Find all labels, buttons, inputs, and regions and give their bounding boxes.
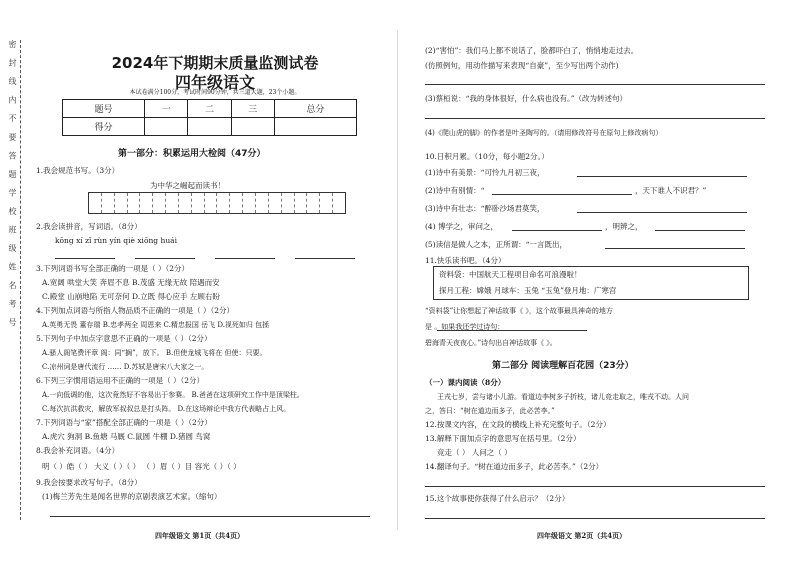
score-header-cell: 总分 [274, 100, 356, 118]
answer-line[interactable] [55, 258, 115, 259]
score-header-cell: 三 [231, 100, 274, 118]
score-table [62, 99, 357, 136]
question-line: 3.下列词语书写全部正确的一项是（ ）（2分） [36, 264, 190, 273]
poem-line: ，天下谁人不识君？” [635, 186, 707, 195]
reading-passage: 之，答曰：“树在道边而多子，此必苦李。” [425, 407, 555, 415]
poem-line: (4) 博学之，审问之， [425, 222, 499, 231]
exam-note: 本试卷满分100分，考试时间90分钟，共三道大题，23个小题。 [129, 89, 301, 96]
question-line: 9.我会按要求改写句子。（8分） [36, 478, 142, 487]
score-header-cell: 二 [188, 100, 231, 118]
answer-line[interactable] [655, 230, 745, 231]
option-line: A.宽阔 哄堂大笑 奔眉不息 B.茂盛 无缘无故 陪遇而安 [42, 278, 220, 287]
option-line: A.一向低调的他，这次竟然好不容易出于参赛。 B.爸爸在这项研究工作中是顶梁柱。 [42, 391, 304, 399]
score-cell[interactable] [188, 118, 231, 136]
answer-line[interactable] [512, 230, 602, 231]
question-line: 12.按课文内容，在文段的横线上补充完整句子。（2分） [425, 420, 611, 429]
answer-line[interactable] [425, 118, 765, 119]
exam-page-2 [397, 0, 794, 561]
score-table-header-row [63, 100, 357, 118]
answer-line[interactable] [215, 258, 275, 259]
option-line: C.殿堂 山崩地陷 无可奈何 D.立既 得心应手 左顾右盼 [42, 292, 220, 301]
score-row-label: 得分 [63, 118, 145, 136]
question-line: (仿照例句，用动作描写来表现“自豪”，至少写出两个动作) [425, 61, 619, 70]
reading-passage: 王戎七岁，尝与诸小儿游。看道边李树多子折枝，诸儿竞走取之，唯戎不动。人问 [437, 393, 689, 401]
question-line: 8.我会补充词语。（4分） [36, 446, 120, 455]
question-line: 11.快乐读书吧。（4分） [425, 256, 506, 265]
answer-line[interactable] [605, 248, 745, 249]
poem-line: (5)读信是做人之本，正所谓：“一言既出， [425, 240, 567, 249]
handwriting-sentence: 为中华之崛起而读书！ [150, 181, 225, 190]
score-header-cell: 一 [145, 100, 188, 118]
option-line: C.每次抗洪救灾，解放军叔叔总是打头阵。 D.在这场辩论中我方代表略占上风。 [42, 405, 291, 413]
binding-margin [2, 40, 28, 520]
answer-line[interactable] [577, 212, 747, 213]
page-footer: 四年级语文 第2页（共4页） [537, 531, 627, 540]
section-2-heading: 第二部分 阅读理解百花园（23分） [492, 361, 634, 371]
answer-line[interactable] [50, 516, 370, 517]
fill-line: “资料袋”让你想起了神话故事《 》，这个故事最具神奇的地方 [425, 307, 613, 315]
question-line: 7.下列词语与“家”搭配全部正确的一项是（ ）（2分） [36, 418, 212, 427]
question-line: 1.我会规范书写。（3分） [36, 166, 120, 175]
option-line: C.凉州词是唐代流行 …… D.苏轼是唐宋八大家之一。 [42, 363, 209, 371]
question-line: 15.这个故事使你获得了什么启示？（2分） [425, 494, 570, 503]
binding-text: 密 封 线 内 不 要 答 题 学 校 班 级 姓 名 考 号 [8, 40, 17, 331]
poem-line: (2)诗中有别情：“ [425, 186, 485, 195]
fill-line: 竞走（ ） 人问之（ ） [437, 448, 512, 457]
answer-line[interactable] [577, 176, 747, 177]
question-line: (1)梅兰芳先生是闻名世界的京剧表演艺术家。（缩句） [42, 492, 222, 501]
option-line: A.虎穴 狗洞 B.鱼塘 马厩 C.鼠圆 牛棚 D.猪圆 鸟窝 [42, 432, 211, 441]
option-line: A.英勇无畏 董存瑞 B.忠孝两全 周恩来 C.精忠报国 岳飞 D.视死如归 包拯 [42, 321, 270, 329]
answer-line[interactable] [295, 258, 355, 259]
answer-line[interactable] [135, 258, 195, 259]
score-table-score-row [63, 118, 357, 136]
answer-line[interactable] [425, 518, 765, 519]
poem-line: ，明辨之， [605, 222, 643, 231]
question-line: 14.翻译句子。“树在道边而多子，此必苦李。”（2分） [425, 462, 604, 471]
fill-line: 碧海青天夜夜心。”诗句出自神话故事《 》。 [425, 339, 557, 347]
poem-line: (1)诗中有美景：“可怜九月初三夜， [425, 168, 545, 177]
pinyin-line: kōng xí zǐ rùn yín qiè xiōng huái [55, 236, 178, 245]
score-cell[interactable] [145, 118, 188, 136]
option-line: A.骚人阁笔费评章 阁：同“搁”，放下。 B.但使龙城飞将在 但使：只要。 [42, 349, 267, 357]
question-line: 2.我会读拼音，写词语。（8分） [36, 222, 142, 231]
answer-line[interactable] [437, 330, 587, 331]
info-box-content: 探月工程：嫦娥 月球车：玉兔 “玉兔”登月地：广寒宫 [439, 286, 617, 295]
answer-line[interactable] [425, 84, 765, 85]
answer-line[interactable] [425, 486, 765, 487]
exam-subtitle: 四年级语文 [174, 73, 255, 92]
fill-line: 是 。如果我还学过诗句： [425, 323, 505, 331]
question-line: 10.日积月累。（10分，每小题2分。） [425, 152, 549, 161]
question-line: 13.解释下面加点字的意思写在括号里。（2分） [425, 434, 581, 443]
handwriting-grid[interactable] [88, 192, 346, 214]
answer-line[interactable] [492, 194, 632, 195]
question-line: (3)蔡桓说：“我的身体很好，什么病也没有。”（改为转述句） [425, 94, 628, 103]
question-line: 6.下列三字惯用语运用不正确的一项是（ ）（2分） [36, 376, 205, 385]
exam-title: 2024年下期期末质量监测试卷 [111, 54, 319, 72]
score-header-cell: 题号 [63, 100, 145, 118]
score-cell[interactable] [231, 118, 274, 136]
question-line: 4.下列加点词语与所指人物品质不正确的一项是（ ）（2分） [36, 306, 235, 315]
info-box-title: 资料袋：中国航天工程项目命名可浪漫啦！ [439, 270, 582, 279]
poem-line: (3)诗中有壮志：“醉卧沙场君莫笑， [425, 204, 545, 213]
score-cell[interactable] [274, 118, 356, 136]
question-line: (2)“害怕”：我们马上都不说话了，脸都吓白了，悄悄地走过去。 [425, 46, 639, 55]
binding-dashed-line [20, 40, 21, 520]
fill-line: 明（ ）皓（ ） 大义（ ）（ ） （ ）眉（ ）目 容光（ ）（ ） [42, 462, 241, 471]
reading-subheading: （一）课内阅读（8分） [425, 378, 506, 387]
question-line: (4)《爬山虎的脚》的作者是叶圣陶写的。（请用修改符号在原句上修改病句） [425, 129, 663, 137]
page-footer: 四年级语文 第1页（共4页） [155, 531, 245, 540]
section-1-heading: 第一部分：积累运用大检阅（47分） [118, 149, 266, 159]
question-line: 5.下列句子中加点字意思不正确的一项是（ ）（2分） [36, 334, 212, 343]
